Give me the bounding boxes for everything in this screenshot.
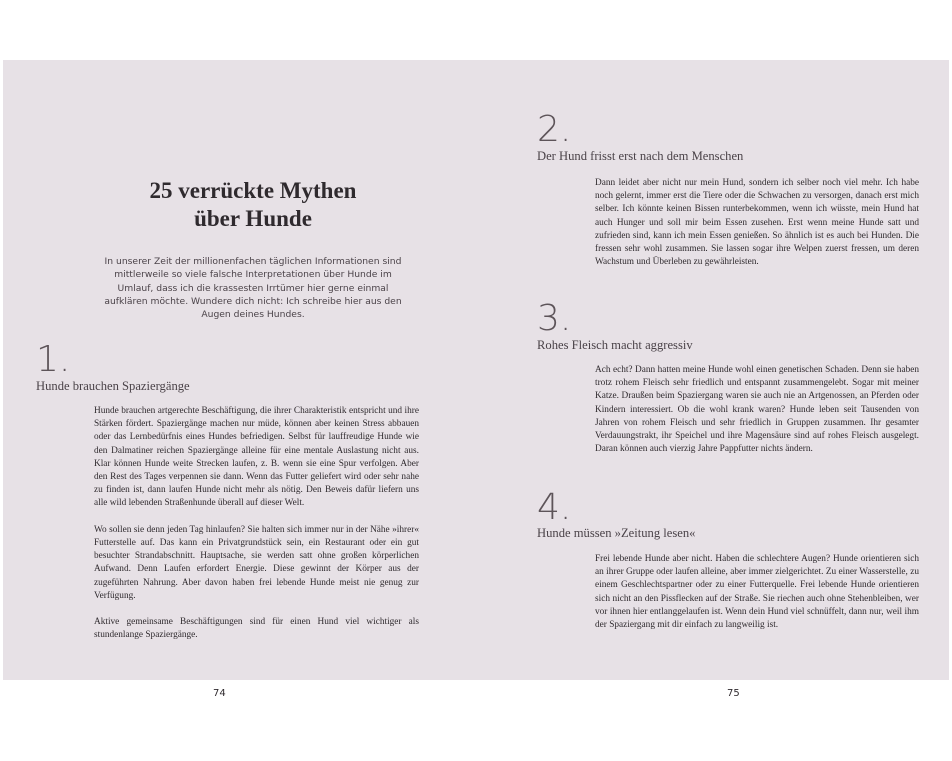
myth-1-body: [94, 405, 419, 643]
myth-1-number: 1.: [36, 339, 71, 380]
myth-1-paragraph: Wo sollen sie denn jeden Tag hinlaufen? Sie halten sich immer nur in der Nähe »ihrer« Futterstelle auf. Das kann ein Privatgrundstück sein, ein Restaurant oder ein gut besuchter Strandabschnitt. Hauptsache, sie werden satt ohne großen körperlichen Aufwand. Denn Laufen erfordert Energie. Diese gewinnt der Körper aus der zugeführten Nahrung. Aber davon haben frei lebende Hunde meist nie genug zur Verfügung.: [94, 524, 419, 601]
myth-3-title: Rohes Fleisch macht aggressiv: [537, 338, 693, 352]
myth-3-number: 3.: [537, 298, 572, 339]
myth-2-title: Der Hund frisst erst nach dem Menschen: [537, 149, 744, 163]
myth-4-title: Hunde müssen »Zeitung lesen«: [537, 526, 696, 540]
myth-2-number: 2.: [537, 109, 572, 150]
myth-4-body: [595, 553, 919, 632]
myth-2-paragraph: Dann leidet aber nicht nur mein Hund, sondern ich selber noch viel mehr. Ich habe noch gelernt, immer erst die Tiere oder die Schwachen zu versorgen, danach erst mich selber. Ich könnte keinen Bissen runterbekommen, wenn ich wüsste, mein Hund hat auch Hunger und soll mir beim Essen zusehen. Erst wenn meine Hunde satt und zufrieden sind, kann ich mein Essen genießen. So ähnlich ist es auch bei Hunden. Die fressen sehr wohl zusammen. Sie lassen sogar ihre Welpen zuerst fressen, um deren Wachstum und Überleben zu gewährleisten.: [595, 178, 919, 268]
page-number-right: 75: [727, 688, 740, 699]
chapter-title-line-2: über Hunde: [194, 206, 312, 231]
left-page: [3, 60, 476, 680]
myth-1-title: Hunde brauchen Spaziergänge: [36, 379, 190, 393]
myth-1-paragraph: Hunde brauchen artgerechte Beschäftigung, die ihrer Charakteristik entspricht und ihre Stärken fördert. Spaziergänge machen nur müde, können aber keinen Stress abbauen oder das Lernbedürfnis eines Hundes befriedigen. Selbst für lauffreudige Hunde wie den Dalmatiner reichen Spaziergänge alleine für eine mentale Auslastung nicht aus. Klar können Hunde weite Strecken laufen, z. B. wenn sie eine Spur verfolgen. Aber den Rest des Tages verpennen sie dann. Wenn das Futter geliefert wird oder sehr nahe zu finden ist, dann laufen Hunde nicht mehr als nötig. Den Beweis dafür liefern uns alle wild lebenden Straßenhunde überall auf dieser Welt.: [94, 406, 419, 509]
right-page: [476, 60, 949, 680]
myth-3-paragraph: Ach echt? Dann hatten meine Hunde wohl einen genetischen Schaden. Denn sie haben trotz rohem Fleisch sehr friedlich und entspannt zusammengelebt. Sogar mit meiner Katze. Draußen beim Spaziergang waren sie auch nie an Artgenossen, an Pferden oder Kindern interessiert. Ob die wohl krank waren? Hunde leben seit Tausenden von Jahren von rohem Fleisch und sehr friedlich in Gruppen zusammen. Ihr gesamter Verdauungstrakt, ihr Speichel und ihre Magensäure sind auf rohes Fleisch ausgelegt. Daran können auch vierzig Jahre Pappfutter nichts ändern.: [595, 365, 919, 455]
chapter-intro: In unserer Zeit der millionenfachen täglichen Informationen sind mittlerweile so viele falsche Interpretationen über Hunde im Umlauf, dass ich die krassesten Irrtümer hier gerne einmal aufklären möchte. Wundere dich nicht: Ich schreibe hier aus den Augen deines Hundes.: [104, 256, 402, 321]
myth-3-body: [595, 364, 919, 456]
myth-4-number: 4.: [537, 487, 572, 528]
chapter-title-line-1: 25 verrückte Mythen: [149, 178, 357, 203]
myth-1-paragraph: Aktive gemeinsame Beschäftigungen sind für einen Hund viel wichtiger als stundenlange Spaziergänge.: [94, 617, 419, 641]
myth-2-body: [595, 177, 919, 269]
chapter-title: [93, 177, 413, 233]
page-number-left: 74: [213, 688, 226, 699]
book-spread: [3, 60, 949, 680]
myth-4-paragraph: Frei lebende Hunde aber nicht. Haben die schlechtere Augen? Hunde orientieren sich an ihrer Gruppe oder laufen alleine, aber immer zielgerichtet. Zu einer Wasserstelle, zu einem Geschlechtspartner oder zu einer Futterquelle. Frei lebende Hunde orientieren sich nicht an den Pissflecken auf der Straße. Sie riechen auch ohne Stehenbleiben, wer vor ihnen hier entlanggelaufen ist. Wenn dein Hund viel schnüffelt, dann nur, weil ihm der Spaziergang mit dir einfach zu langweilig ist.: [595, 554, 919, 631]
